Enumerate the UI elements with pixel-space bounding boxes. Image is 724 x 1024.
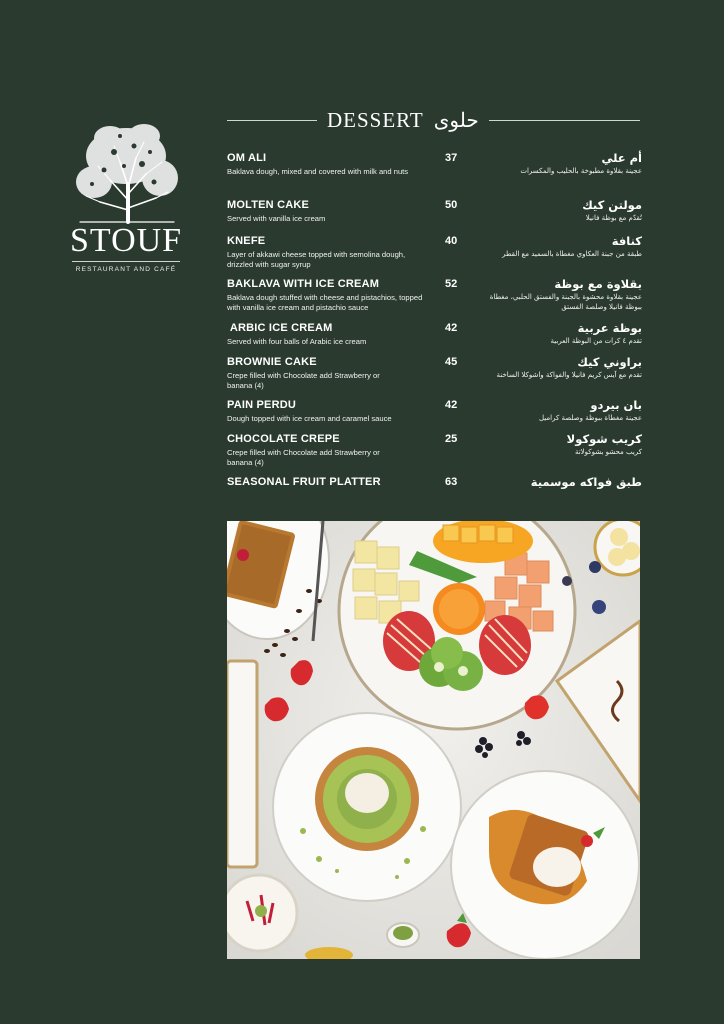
tree-icon [70, 122, 182, 226]
item-price: 52 [445, 278, 458, 290]
item-price: 37 [445, 152, 458, 164]
item-description: Served with vanilla ice cream [227, 214, 326, 223]
brand-name: STOUF [70, 222, 183, 259]
item-price: 50 [445, 199, 458, 211]
item-name: SEASONAL FRUIT PLATTER [227, 476, 381, 488]
item-name: BROWNIE CAKE [227, 356, 317, 368]
brand-subtitle: RESTAURANT AND CAFÉ [75, 266, 177, 273]
item-description-ar: كريب محشو بشوكولاتة [574, 448, 642, 456]
brand-divider [72, 261, 180, 262]
item-price: 45 [445, 356, 458, 368]
item-name-ar: بوظة عربية [577, 321, 642, 335]
dessert-spread-image [227, 521, 640, 959]
item-description-ar: عجينة بقلاوة محشوة بالجبنة والفستق الحلبي، مغطاة ببوظة فانيلا وصلصة الفستق [489, 293, 642, 311]
section-title-en: DESSERT [327, 107, 424, 132]
item-name: CHOCOLATE CREPE [227, 433, 340, 445]
item-description: Baklava dough stuffed with cheese and pistachios, topped with vanilla ice cream and pistachio sauce [227, 293, 423, 312]
item-description: Dough topped with ice cream and caramel sauce [227, 414, 392, 423]
item-price: 63 [445, 476, 458, 488]
item-name: PAIN PERDU [227, 399, 297, 411]
item-name: OM ALI [227, 152, 267, 164]
item-name-ar: بان بيردو [590, 398, 642, 412]
item-price: 25 [445, 433, 458, 445]
item-name-ar: كنافة [611, 234, 642, 248]
item-name-ar: طبق فواكه موسمية [530, 475, 642, 489]
item-description: Crepe filled with Chocolate add Strawberry or banana (4) [227, 448, 380, 467]
item-description: Layer of akkawi cheese topped with semolina dough, drizzled with sugar syrup [227, 250, 406, 269]
item-description-ar: تقدم مع آيس كريم فانيلا والفواكة واشوكلا الساخنة [496, 371, 642, 379]
item-name-ar: براوني كيك [577, 355, 642, 369]
header-rule-right [489, 120, 640, 121]
item-name: MOLTEN CAKE [227, 199, 310, 211]
item-price: 42 [445, 322, 458, 334]
item-description-ar: عجينة مغطاة ببوظة وصلصة كراميل [538, 414, 642, 422]
item-name: BAKLAVA WITH ICE CREAM [227, 278, 380, 290]
item-description-ar: طبقة من جبنة العكاوي مغطاة بالسميد مع القطر [502, 250, 642, 258]
header-rule-left [227, 120, 317, 121]
item-name-ar: بقلاوة مع بوظة [554, 277, 642, 291]
item-price: 42 [445, 399, 458, 411]
item-description-ar: تقدم ٤ كرات من البوظة العربية [550, 337, 642, 345]
restaurant-logo [70, 122, 182, 282]
item-name: ARBIC ICE CREAM [227, 322, 333, 334]
item-name-ar: أم علي [601, 151, 642, 165]
item-description-ar: تُقدّم مع بوظة فانيلا [585, 214, 642, 222]
section-title-ar: حلوى [433, 108, 479, 132]
item-name-ar: كريب شوكولا [566, 432, 642, 446]
item-description: Baklava dough, mixed and covered with milk and nuts [227, 167, 409, 176]
dessert-photo-illustration [227, 521, 640, 959]
item-description: Served with four balls of Arabic ice cream [227, 337, 367, 346]
section-header [227, 103, 640, 137]
item-description-ar: عجينة بقلاوة مطبوخة بالحليب والمكسرات [520, 167, 642, 175]
item-name-ar: مولتن كيك [582, 198, 642, 212]
item-description: Crepe filled with Chocolate add Strawberry or banana (4) [227, 371, 380, 390]
item-name: KNEFE [227, 235, 266, 247]
item-price: 40 [445, 235, 458, 247]
